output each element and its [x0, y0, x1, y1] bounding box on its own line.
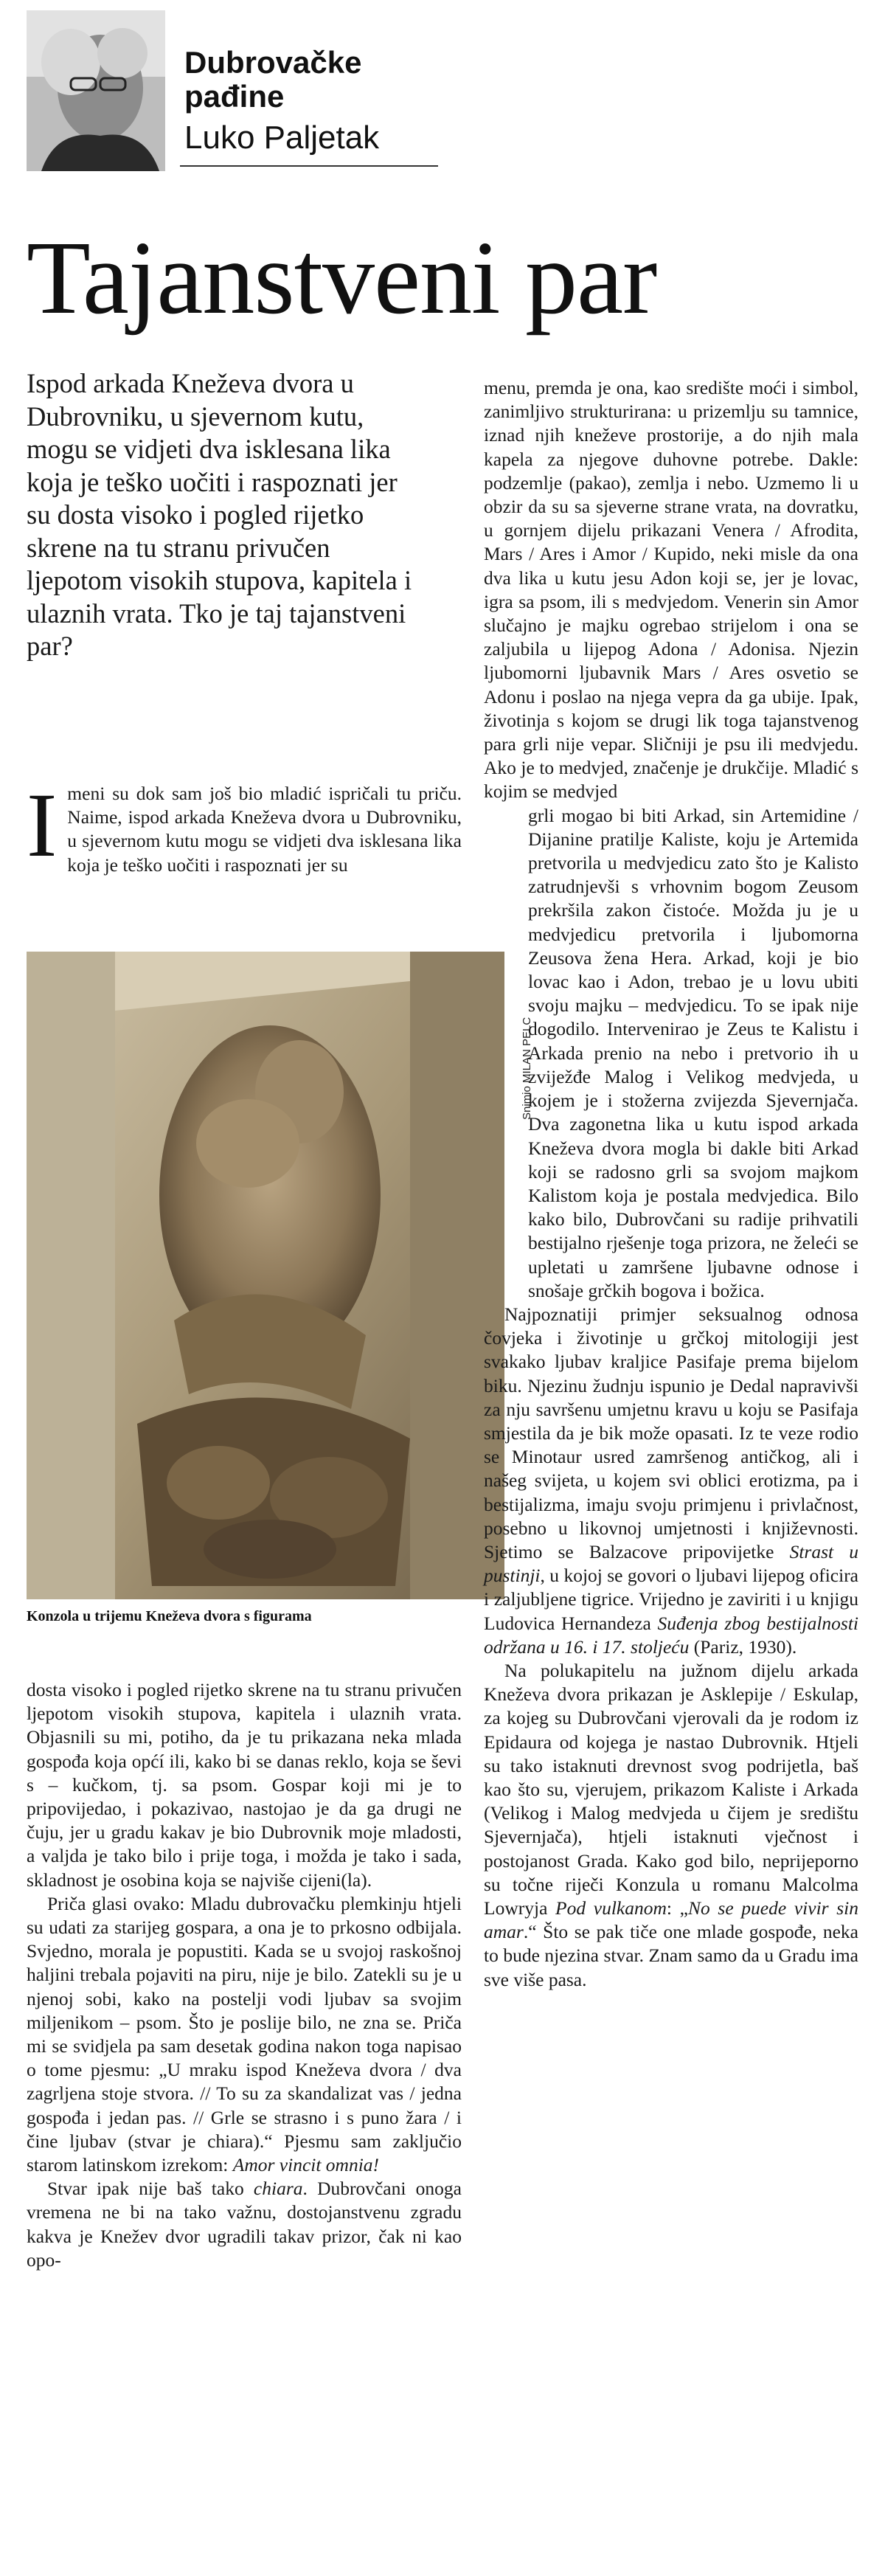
quote-text: No se puede vivir sin amar — [484, 1897, 858, 1943]
photo-credit-text: Snimio MILAN PELC — [521, 1017, 533, 1120]
column-name — [184, 46, 361, 114]
body-paragraph: Najpoznatiji primjer seksualnog odnosa čovjeka i životinje u grčkoj mitologiji jest svakako ljubav kraljice Pasifaje prema bijelom biku. Njezinu žudnju ispunio je Dedal napravivši za nju savršenu umjetnu kravu u koju se Pasifaja smjestila da je bik može opasati. Iz te veze rodio se Minotaur usred zamršenog antičkog, ali i našeg svijeta, u kojem svi oblici erotizma, pa i bestijalizma, imaju svoju primjenu i privlačnost, posebno u likovnoj umjetnosti i književnosti. Sjetimo se Balzacove pripovijetke Strast u pustinji, u kojoj se govori o ljubavi lijepog oficira i zaljubljene tigrice. Vrijedno je zaviriti i u knjigu Ludovica Hernandeza Suđenja zbog bestijalnosti održana u 16. i 17. stoljeću (Pariz, 1930). — [484, 1303, 859, 1658]
body-paragraph: Na polukapitelu na južnom dijelu arkada Kneževa dvora prikazan je Asklepije / Eskulap, za kojeg su Dubrovčani vjerovali da je rodom iz Epidaura od kojega je nastao Dubrovnik. Htjeli su tako istaknuti drevnost svog podrijetla, baš kao što su, vjerujem, prikazom Kaliste i Arkada (Velikog i Malog medvjeda u čijem je središtu Sjevernjača), htjeli istaknuti vječnost i postojanost Grada. Kako god bilo, nepriјeporno su točne riječi Konzula u romanu Malcolma Lowryja Pod vulkanom: „No se puede vivir sin amar.“ Što se pak tiče one mlade gospođe, neka to bude njezina stvar. Znam samo da u Gradu ima sve više pasa. — [484, 1659, 858, 1990]
book-title: Pod vulkanom — [555, 1897, 667, 1919]
body-paragraph: dosta visoko i pogled rijetko skrene na tu stranu privučen ljepotom visokih stupova, kapitela i ulaznih vrata. Objasnili su mi, potiho, da je tu prikazana neka mlada gospođa koja općí ili, kako bi se danas reklo, koja se ševi s – kučkom, tj. sa psom. Gospar koji mi je to pripovijedao, i pokazivao, nastojao je da ga drugi ne čuju, jer u gradu kakav je bio Dubrovnik moje mladosti, a valjda je tako bilo i prije toga, i možda je tako i sada, skladnost je osobina koja se najviše cijeni(la). — [27, 1679, 462, 1891]
article-lead: Ispod arkada Kneževa dvora u Dubrovniku, u sjevernom kutu, mogu se vidjeti dva isklesana lika koja je teško uočiti i raspoznati jer su dosta visoko i pogled rijetko skrene na tu stranu privučen ljepotom visokih stupova, kapitela i ulaznih vrata. Tko je taj tajanstveni par? — [27, 368, 412, 661]
article-photo — [27, 952, 504, 1599]
author-portrait — [27, 10, 165, 171]
photo-caption: Konzola u trijemu Kneževa dvora s figurama — [27, 1608, 312, 1624]
author-name: Luko Paljetak — [184, 120, 380, 156]
drop-cap: I — [27, 775, 58, 876]
right-column-body — [484, 376, 858, 1992]
article-headline: Tajanstveni par — [27, 219, 657, 336]
latin-quote: Amor vincit omnia! — [232, 2154, 380, 2176]
column-name-line1: Dubrovačke — [184, 45, 362, 80]
header-divider — [180, 165, 438, 167]
book-title: Suđenja zbog bestijalnosti održana u 16. i 17. stoljeću — [484, 1612, 859, 1658]
body-paragraph: Stvar ipak nije baš tako chiara. Dubrovčani onoga vremena ne bi na tako važnu, dostojanstvenu zgradu kakva je Knežev dvor ugradili takav prizor, čak ni kao opo- — [27, 2178, 462, 2271]
body-paragraph: Priča glasi ovako: Mladu dubrovačku plemkinju htjeli su udati za starijeg gospara, a ona je to prkosno odbijala. Svjedno, morala je popustiti. Kada se u svojoj raskošnoj haljini trebala pojaviti na piru, nije je bilo. Zatekli su je u njenoj sobi, kako na postelji vodi ljubav sa svojim miljenikom – psom. Što je poslije bilo, ne zna se. Priča mi se svidjela pa sam desetak godina nakon toga napisao o tome pjesmu: „U mraku ispod Kneževa dvora / dva zagrljena stoje stvora. // To su za skandalizat vas / jedna gospođa i jedan pas. // Grle se strasno i s puno žara / i čine ljubav (stvar je chiara).“ Pjesmu sam zaključio starom latinskom izrekom: Amor vincit omnia! — [27, 1892, 462, 2176]
left-column-body — [27, 1678, 462, 2272]
column-name-line2: pađine — [184, 79, 285, 114]
body-paragraph-wrap: grli mogao bi biti Arkad, sin Artemidine / Dijanine pratilje Kaliste, koju je Artemida pretvorila u medvjedicu zato što je Kalisto zatrudnjevši s vrhovnim bogom Zeusom prekršila zakon čistoće. Možda ju je u medvjedicu pretvorila i ljubomorna Zeusova žena Hera. Arkad, koji je bio lovac kao i Adon, trebao je u lovu ubiti svoju majku – medvjedicu. To se ipak nije dogodilo. Intervenirao je Zeus te Kalistu i Arkada prenio na nebo i pretvorio ih u zviježđe Malog i Velikog medvjeda, u kojem je i stožerna zvijezda Sjevernjača. Dva zagonetna lika u kutu ispod arkada Kneževa dvora mogla bi dakle biti Arkad koji se radosno grli sa svojom majkom Kalistom koja je postala medvjedica. Bilo kako bilo, Dubrovčani su radije prihvatili bestijalno rješenje toga prizora, ne želeći se upletati u zamršene ljubavne odnose i snošaje grčkih bogova i božica. — [528, 804, 858, 1301]
body-paragraph: menu, premda je ona, kao središte moći i simbol, zanimljivo strukturirana: u prizemlju su tamnice, iznad njih kneževe prostorije, a do njih mala kapela za njegove duhovne potrebe. Dakle: podzemlje (pakao), zemlja i nebo. Uzmemo li u obzir da su sa sjeverne strane vrata, na dovratku, u gornjem dijelu prikazani Venera / Afrodita, Mars / Ares i Amor / Kupido, neki misle da ona dva lika u kutu jesu Adon koji se, jer je lovac, igra sa psom, ili s medvjedom. Venerin sin Amor slučajno je majku ogrebao strijelom i ona se zaljubila u lijepog Adona / Adonisa. Njezin ljubomorni ljubavnik Mars / Ares osvetio se Adonu i poslao na njega vepra da ga ubije. Ipak, životinja s kojom se drugi lik toga tajanstvenog para grli nije vepar. Sličniji je psu ili medvjedu. Ako je to medvjed, značenje je drukčije. Mladić s kojim se medvjed — [484, 377, 858, 803]
book-title: Strast u pustinji — [484, 1540, 858, 1587]
italic-term: chiara — [253, 2178, 303, 2200]
intro-paragraph — [27, 775, 462, 877]
column-header — [27, 10, 425, 171]
intro-text: meni su dok sam još bio mladić ispričali tu priču. Naime, ispod arkada Kneževa dvora u Dubrovniku, u sjevernom kutu mogu se vidjeti dva isklesana lika koja je teško uočiti i raspoznati jer su — [67, 783, 462, 876]
